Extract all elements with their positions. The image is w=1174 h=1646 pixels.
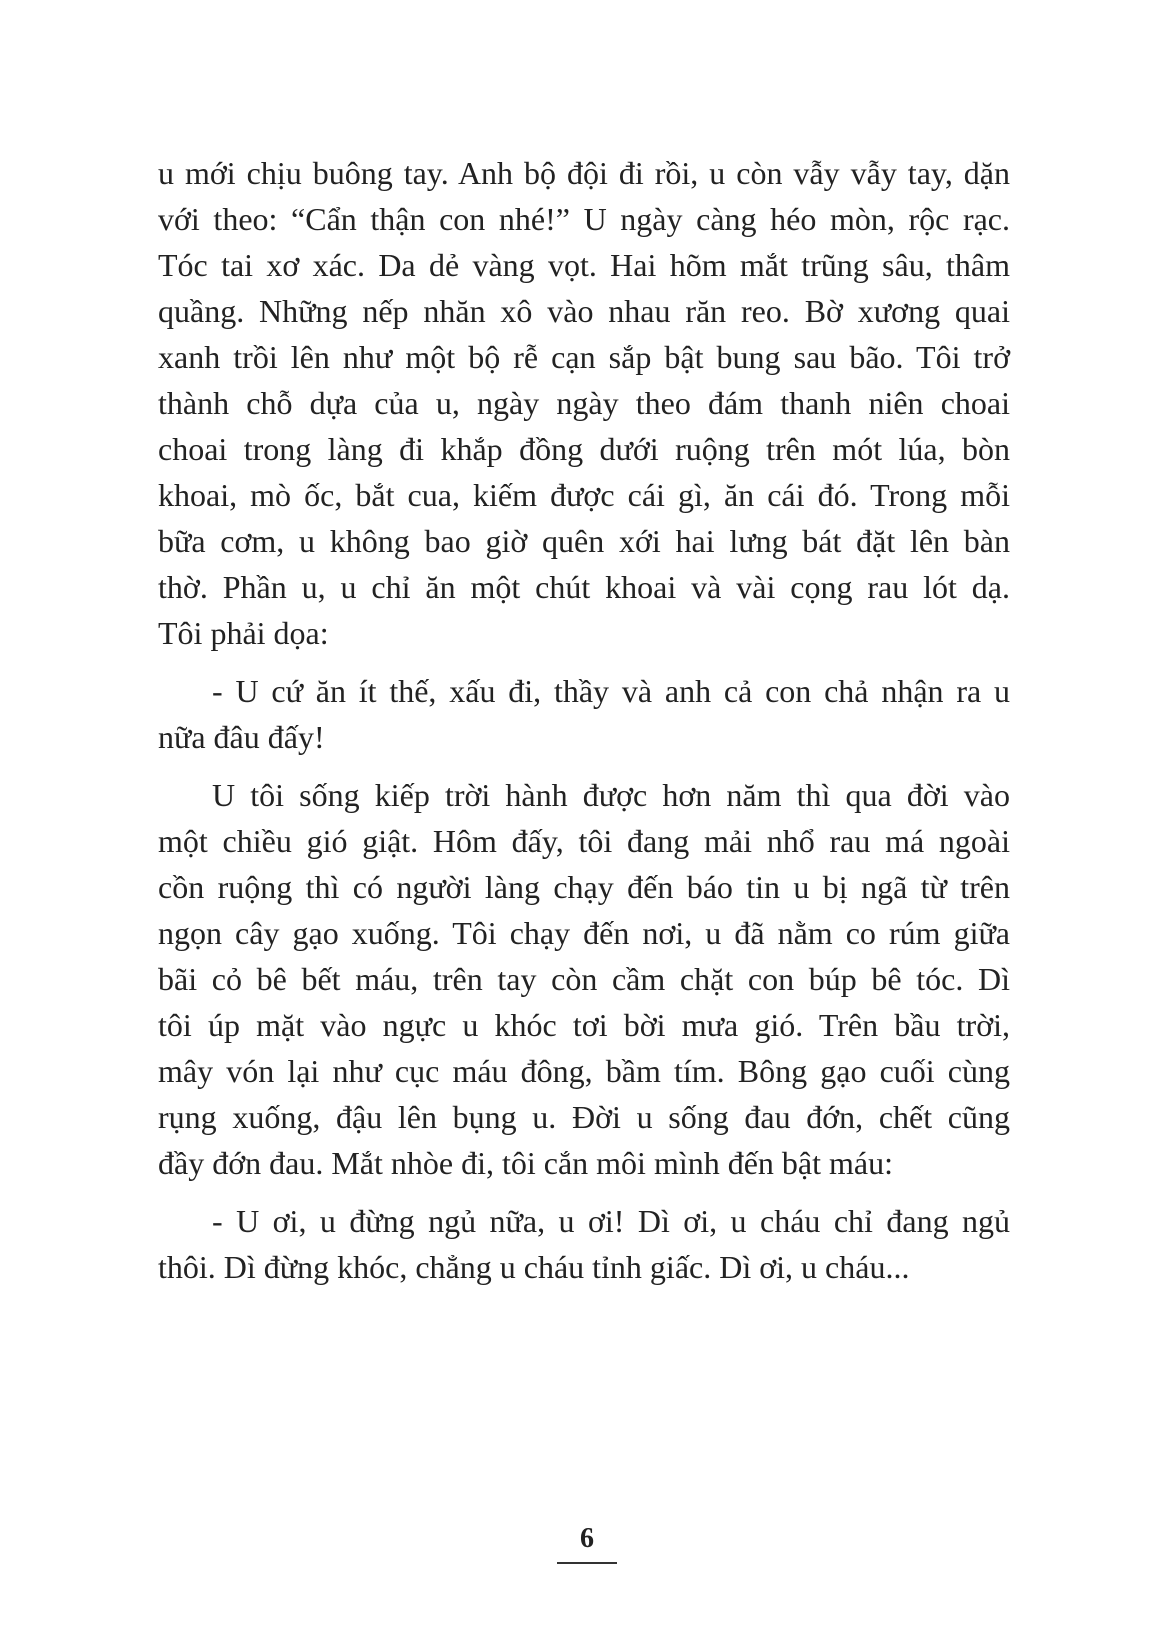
text-line: u mới chịu buông tay. Anh bộ đội đi rồi, u còn vẫy vẫy tay, dặn (158, 155, 1010, 191)
text-line: thôi. Dì đừng khóc, chẳng u cháu tỉnh giấc. Dì ơi, u cháu... (158, 1249, 910, 1285)
text-line: đầy đớn đau. Mắt nhòe đi, tôi cắn môi mình đến bật máu: (158, 1145, 893, 1181)
text-line: bữa cơm, u không bao giờ quên xới hai lưng bát đặt lên bàn (158, 523, 1010, 559)
text-line: thành chỗ dựa của u, ngày ngày theo đám thanh niên choai (158, 385, 1010, 421)
text-line: ngọn cây gạo xuống. Tôi chạy đến nơi, u đã nằm co rúm giữa (158, 915, 1010, 951)
text-line: U tôi sống kiếp trời hành được hơn năm thì qua đời vào (212, 777, 1010, 813)
text-line: Tóc tai xơ xác. Da dẻ vàng vọt. Hai hõm mắt trũng sâu, thâm (158, 247, 1010, 283)
text-line: nữa đâu đấy! (158, 719, 325, 755)
paragraph-4 (158, 1198, 1010, 1290)
text-line: - U ơi, u đừng ngủ nữa, u ơi! Dì ơi, u cháu chỉ đang ngủ (212, 1203, 1010, 1239)
page-number-underline (557, 1562, 617, 1564)
text-line: một chiều gió giật. Hôm đấy, tôi đang mải nhổ rau má ngoài (158, 823, 1010, 859)
body-text (158, 150, 1010, 1290)
paragraph-3 (158, 772, 1010, 1186)
text-line: khoai, mò ốc, bắt cua, kiếm được cái gì, ăn cái đó. Trong mỗi (158, 477, 1010, 513)
text-line: choai trong làng đi khắp đồng dưới ruộng trên mót lúa, bòn (158, 431, 1010, 467)
text-line: thờ. Phần u, u chỉ ăn một chút khoai và vài cọng rau lót dạ. (158, 569, 1010, 605)
text-line: bãi cỏ bê bết máu, trên tay còn cầm chặt con búp bê tóc. Dì (158, 961, 1010, 997)
page-number: 6 (580, 1523, 594, 1554)
text-line: mây vón lại như cục máu đông, bầm tím. Bông gạo cuối cùng (158, 1053, 1010, 1089)
text-line: xanh trồi lên như một bộ rễ cạn sắp bật bung sau bão. Tôi trở (158, 339, 1010, 375)
text-line: rụng xuống, đậu lên bụng u. Đời u sống đau đớn, chết cũng (158, 1099, 1010, 1135)
text-line: với theo: “Cẩn thận con nhé!” U ngày càng héo mòn, rộc rạc. (158, 201, 1010, 237)
text-line: quầng. Những nếp nhăn xô vào nhau răn reo. Bờ xương quai (158, 293, 1010, 329)
text-line: cồn ruộng thì có người làng chạy đến báo tin u bị ngã từ trên (158, 869, 1010, 905)
paragraph-1 (158, 150, 1010, 656)
text-line: Tôi phải dọa: (158, 615, 329, 651)
text-line: - U cứ ăn ít thế, xấu đi, thầy và anh cả con chả nhận ra u (212, 673, 1010, 709)
paragraph-2 (158, 668, 1010, 760)
text-line: tôi úp mặt vào ngực u khóc tơi bời mưa gió. Trên bầu trời, (158, 1007, 1010, 1043)
